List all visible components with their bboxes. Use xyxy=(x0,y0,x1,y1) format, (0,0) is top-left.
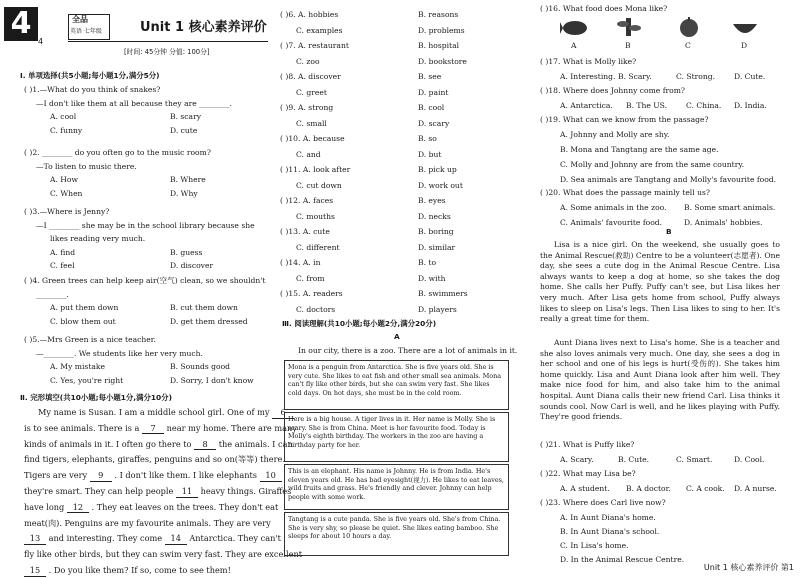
unit-number-badge: 4 xyxy=(4,7,38,41)
cloze-text: find tigers, elephants, giraffes, penguins and so on(等等) there. xyxy=(24,454,285,465)
cloze-text: fly like other birds, but they can swim very fast. They are excellent xyxy=(24,549,303,560)
food-picture-label: D xyxy=(741,41,748,50)
option-q18: D. India. xyxy=(734,101,767,110)
option-q3-6: D. discover xyxy=(170,261,214,270)
cloze-option: B. eyes xyxy=(418,196,446,205)
option-q5-2: A. My mistake xyxy=(50,362,105,371)
cloze-blank: 15 xyxy=(24,565,46,577)
animal-profile-box: This is an elephant. His name is Johnny. He is from India. He's eleven years old. He has bad eyesight(视力). He likes to eat leaves, wild fruits and grass. He's friendly and clever. Johnny can help people with some work. xyxy=(284,464,509,510)
cloze-text: they're smart. They can help people xyxy=(24,486,174,496)
cloze-option: C. different xyxy=(296,242,340,252)
cloze-option: B. so xyxy=(418,134,437,143)
cloze-line xyxy=(24,486,291,498)
cloze-text: . They eat leaves on the trees. They don't eat xyxy=(91,501,279,512)
option-q5-3: B. Sounds good xyxy=(170,362,231,371)
food-picture-label: B xyxy=(625,41,631,50)
cloze-option: ( )12. A. faces xyxy=(280,196,334,205)
cloze-option: D. necks xyxy=(418,211,451,221)
cloze-blank: 11 xyxy=(176,486,198,498)
cloze-option: ( )15. A. readers xyxy=(280,289,343,298)
cloze-blank: 9 xyxy=(90,470,112,482)
cloze-line xyxy=(24,439,293,451)
option-q23: B. In Aunt Diana's school. xyxy=(560,527,660,536)
option-q20: D. Animals' hobbies. xyxy=(684,218,763,227)
part-a-label: A xyxy=(394,332,400,341)
question-q2: ( )2. ________ do you often go to the music room? xyxy=(24,148,211,157)
cloze-option: ( )8. A. discover xyxy=(280,72,341,81)
option-q19: C. Molly and Johnny are from the same country. xyxy=(560,160,745,169)
option-q19: A. Johnny and Molly are shy. xyxy=(560,130,670,139)
brand-tag-name: 全品 xyxy=(72,15,88,24)
cloze-option: B. to xyxy=(418,258,437,267)
cloze-text: have long xyxy=(24,501,65,512)
question-q21: ( )21. What is Puffy like? xyxy=(540,440,635,449)
question-line: —I don't like them at all because they are ________. xyxy=(36,98,232,108)
option-q1-5: D. cute xyxy=(170,125,198,135)
option-q2-3: B. Where xyxy=(170,175,206,184)
cloze-line xyxy=(24,502,278,514)
option-q23: D. In the Animal Rescue Centre. xyxy=(560,555,685,564)
animal-profile-box: Here is a big house. A tiger lives in it. Her name is Molly. She is scary. She is from China. Meet is her favourite food. Today is Molly's eighth birthday. The workers in the zoo are having a birthday party for her. xyxy=(284,412,509,462)
option-q22: C. A cook. xyxy=(686,484,725,493)
passage-b-paragraph-2: Aunt Diana lives next to Lisa's home. She is a teacher and she also loves animals very much. One day, she sees a dog in her school and one of his legs is hurt(受伤的). She takes him home quickly. Lisa and Aunt Diana look after him well. They make nice food for him, and also take him to the animal hospital. Aunt Diana calls their new friend Carl. Lisa thinks it sounds cool. Now Carl is well, and he likes playing with Puffy. They're good friends. xyxy=(540,338,780,422)
cloze-option: B. swimmers xyxy=(418,289,468,298)
option-q22: D. A nurse. xyxy=(734,484,777,493)
cloze-option: B. reasons xyxy=(418,10,459,19)
cloze-option: C. cut down xyxy=(296,180,342,190)
option-q17: D. Cute. xyxy=(734,72,766,81)
cloze-text: . Do you like them? If so, come to see them! xyxy=(48,565,231,575)
page-footer: Unit 1 核心素养评价 第1 xyxy=(703,563,794,572)
question-line: —To listen to music there. xyxy=(36,161,137,171)
cloze-option: C. zoo xyxy=(296,56,320,66)
cloze-line xyxy=(24,549,302,560)
cloze-line xyxy=(24,565,231,577)
option-q21: B. Cute. xyxy=(618,455,650,464)
cloze-option: ( )11. A. look after xyxy=(280,165,351,174)
cloze-blank: 8 xyxy=(194,439,216,451)
option-q18: A. Antarctica. xyxy=(560,101,613,110)
option-q19: D. Sea animals are Tangtang and Molly's favourite food. xyxy=(560,175,777,184)
cloze-option: D. paint xyxy=(418,87,449,97)
cloze-text: meat(肉). Penguins are my favourite animals. They are very xyxy=(24,517,271,528)
cloze-option: C. greet xyxy=(296,87,327,97)
option-q2-5: D. Why xyxy=(170,188,198,198)
question-line: —________. We students like her very much. xyxy=(36,348,203,358)
cloze-blank: 13 xyxy=(24,533,46,545)
cloze-option: B. boring xyxy=(418,227,454,236)
question-q23: ( )23. Where does Carl live now? xyxy=(540,498,666,507)
cloze-option: ( )9. A. strong xyxy=(280,103,334,112)
option-q1-2: A. cool xyxy=(50,112,77,121)
option-q22: B. A doctor. xyxy=(626,484,671,493)
cloze-option: B. cool xyxy=(418,103,445,112)
cloze-option: ( )6. A. hobbies xyxy=(280,10,339,19)
cloze-option: C. from xyxy=(296,273,325,283)
option-q5-5: D. Sorry, I don't know xyxy=(170,375,254,385)
question-q20: ( )20. What does the passage mainly tell us? xyxy=(540,188,710,197)
badge-subscript: 4 xyxy=(38,37,44,46)
cloze-line xyxy=(24,470,282,482)
food-picture-label: A xyxy=(571,41,577,50)
cloze-text: My name is Susan. I am a middle school girl. One of my xyxy=(38,407,270,417)
question-q19: ( )19. What can we know from the passage? xyxy=(540,115,709,124)
option-q4-2: A. put them down xyxy=(50,303,119,312)
option-q18: C. China. xyxy=(686,101,722,110)
option-q21: A. Scary. xyxy=(560,455,594,464)
reading-intro: In our city, there is a zoo. There are a lot of animals in it. xyxy=(298,346,518,355)
cloze-blank: 6 xyxy=(272,407,294,419)
cloze-text: heavy things. Giraffes xyxy=(200,486,292,496)
question-line: likes reading very much. xyxy=(50,234,146,243)
cloze-option: ( )10. A. because xyxy=(280,134,345,143)
cloze-option: B. see xyxy=(418,72,442,81)
cloze-line xyxy=(24,518,271,529)
cloze-option: D. work out xyxy=(418,180,463,190)
title-divider xyxy=(68,41,268,42)
cloze-text: is to see animals. There is a xyxy=(24,422,140,433)
option-q1-4: C. funny xyxy=(50,125,83,135)
food-picture-label: C xyxy=(685,41,691,50)
option-q4-4: C. blow them out xyxy=(50,316,116,326)
option-q19: B. Mona and Tangtang are the same age. xyxy=(560,145,719,154)
food-picture-b xyxy=(614,16,644,38)
cloze-option: ( )7. A. restaurant xyxy=(280,41,349,50)
option-q21: D. Cool. xyxy=(734,455,765,464)
cloze-line xyxy=(24,533,281,545)
cloze-text: Tigers are very xyxy=(24,470,88,481)
cloze-line xyxy=(38,407,294,419)
cloze-option: D. scary xyxy=(418,118,450,128)
option-q1-3: B. scary xyxy=(170,112,202,121)
option-q20: C. Animals' favourite food. xyxy=(560,218,663,227)
cloze-text: and interesting. They come xyxy=(48,533,163,544)
animal-profile-box: Mona is a penguin from Antarctica. She is five years old. She is very cute. She likes to eat fish and other small sea animals. Mona can't fly like other birds, but she can swim very fast. She likes cold days. On hot days, she must be in the cold room. xyxy=(284,360,509,410)
option-q17: A. Interesting. xyxy=(560,72,616,81)
option-q2-4: C. When xyxy=(50,188,83,198)
food-picture-a xyxy=(560,16,590,38)
cloze-text: . I don't like them. I like elephants xyxy=(114,470,257,481)
option-q17: B. Scary. xyxy=(618,72,652,81)
option-q20: A. Some animals in the zoo. xyxy=(560,203,667,212)
cloze-option: C. and xyxy=(296,149,321,159)
question-line: ________. xyxy=(36,289,69,299)
option-q21: C. Smart. xyxy=(676,455,713,464)
option-q3-3: A. find xyxy=(50,247,76,257)
option-q3-4: B. guess xyxy=(170,247,203,257)
cloze-line xyxy=(24,454,285,465)
question-q17: ( )17. What is Molly like? xyxy=(540,57,637,66)
option-q20: B. Some smart animals. xyxy=(684,203,776,212)
page-title: Unit 1 核心素养评价 xyxy=(140,20,267,35)
cloze-blank: 10 xyxy=(260,470,282,482)
question-q5: ( )5.—Mrs Green is a nice teacher. xyxy=(24,335,156,344)
cloze-option: B. hospital xyxy=(418,41,460,50)
passage-b-paragraph-1: Lisa is a nice girl. On the weekend, she usually goes to the Animal Rescue(救助) Centre to be a volunteer(志愿者). One day, she sees a cute dog in the Animal Rescue Centre. Lisa always wants to keep a dog at home, so she takes the dog home. She calls her Puffy. Puffy can't see, but Lisa likes her very much. After Lisa gets home from school, Puffy always likes to sleep on Lisa's legs. Then Lisa likes to sing to her. It's really a great time for them. xyxy=(540,240,780,324)
section-3-title: Ⅲ. 阅读理解(共10小题;每小题2分,满分20分) xyxy=(282,319,437,328)
option-q23: A. In Aunt Diana's home. xyxy=(560,513,656,522)
cloze-option: D. but xyxy=(418,149,442,159)
cloze-option: C. small xyxy=(296,118,327,128)
option-q4-3: B. cut them down xyxy=(170,303,238,312)
cloze-blank: 7 xyxy=(142,423,164,435)
cloze-option: D. bookstore xyxy=(418,56,467,66)
cloze-text: near my home. There are many xyxy=(166,422,297,433)
cloze-text: Antarctica. They can't xyxy=(189,533,281,544)
question-line: —I ________ she may be in the school library because she xyxy=(36,220,255,230)
cloze-option: B. pick up xyxy=(418,165,457,174)
option-q22: A. A student. xyxy=(560,484,610,493)
cloze-line xyxy=(24,423,297,435)
question-16: ( )16. What food does Mona like? xyxy=(540,4,668,13)
cloze-text: the animals. I can xyxy=(218,438,293,449)
cloze-option: D. players xyxy=(418,304,457,314)
cloze-option: C. examples xyxy=(296,25,343,35)
cloze-option: D. problems xyxy=(418,25,465,35)
cloze-option: ( )14. A. in xyxy=(280,258,321,267)
question-q22: ( )22. What may Lisa be? xyxy=(540,469,636,478)
food-picture-d xyxy=(730,16,760,38)
option-q2-2: A. How xyxy=(50,175,79,184)
option-q18: B. The US. xyxy=(626,101,668,110)
question-q4: ( )4. Green trees can help keep air(空气) clean, so we shouldn't xyxy=(24,276,266,285)
brand-tag-grade: 英语 七年级 xyxy=(70,28,102,35)
cloze-blank: 12 xyxy=(67,502,89,514)
cloze-text: kinds of animals in it. I often go there to xyxy=(24,438,192,449)
question-q1: ( )1.—What do you think of snakes? xyxy=(24,85,161,94)
cloze-option: D. similar xyxy=(418,242,456,252)
cloze-option: C. mouths xyxy=(296,211,335,221)
cloze-option: D. with xyxy=(418,273,446,283)
part-b-label: B xyxy=(666,227,672,236)
option-q4-5: D. get them dressed xyxy=(170,316,248,326)
option-q5-4: C. Yes, you're right xyxy=(50,375,124,385)
option-q3-5: C. feel xyxy=(50,261,75,270)
option-q17: C. Strong. xyxy=(676,72,715,81)
question-q18: ( )18. Where does Johnny come from? xyxy=(540,86,686,95)
food-picture-c xyxy=(674,16,704,38)
section-1-title: Ⅰ. 单项选择(共5小题;每小题1分,满分5分) xyxy=(20,71,160,80)
section-2-title: Ⅱ. 完形填空(共10小题;每小题1分,满分10分) xyxy=(20,393,172,402)
animal-profile-box: Tangtang is a cute panda. She is five years old. She's from China. She is very shy, so please be quiet. She likes eating bamboo. She sleeps for about 10 hours a day. xyxy=(284,512,509,556)
cloze-option: ( )13. A. cute xyxy=(280,227,330,236)
cloze-blank: 14 xyxy=(165,533,187,545)
time-score-info: [时间: 45分钟 分值: 100分] xyxy=(124,48,210,56)
question-q3: ( )3.—Where is Jenny? xyxy=(24,207,110,216)
option-q23: C. In Lisa's home. xyxy=(560,541,629,550)
cloze-option: C. doctors xyxy=(296,304,336,314)
